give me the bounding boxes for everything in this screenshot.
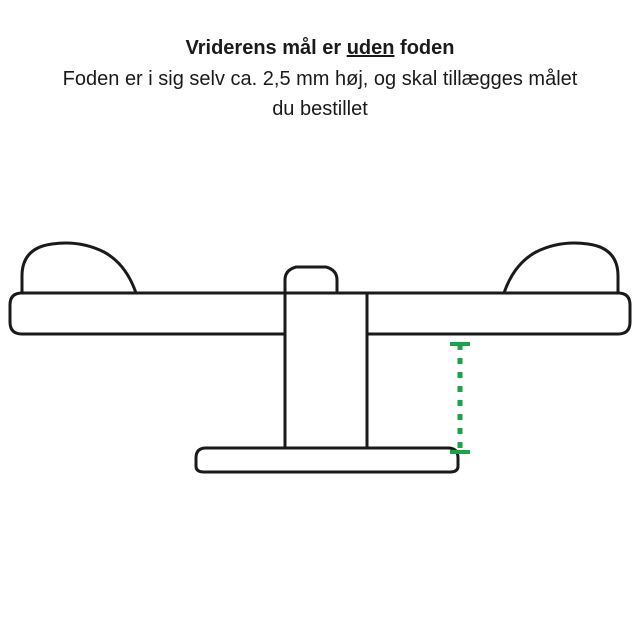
caption-title-underlined: uden	[346, 37, 395, 59]
caption-subtitle-line1: Foden er i sig selv ca. 2,5 mm høj, og skal tillægges målet	[62, 68, 578, 90]
rose-base-shape	[196, 448, 458, 472]
center-cap-shape	[285, 267, 337, 293]
caption-subtitle-line2: du bestillet	[272, 98, 368, 120]
handle-diagram	[0, 150, 640, 550]
caption-title	[0, 34, 640, 62]
measurement-indicator	[450, 344, 470, 452]
right-lobe-shape	[504, 243, 618, 293]
handle-drawing-svg	[0, 150, 640, 550]
caption-subtitle	[20, 64, 620, 124]
caption-title-part2: foden	[394, 37, 455, 59]
neck-stem-shape	[285, 293, 367, 448]
left-lobe-shape	[22, 243, 136, 293]
caption-title-part1: Vriderens mål er	[185, 37, 347, 59]
caption-block	[0, 34, 640, 124]
